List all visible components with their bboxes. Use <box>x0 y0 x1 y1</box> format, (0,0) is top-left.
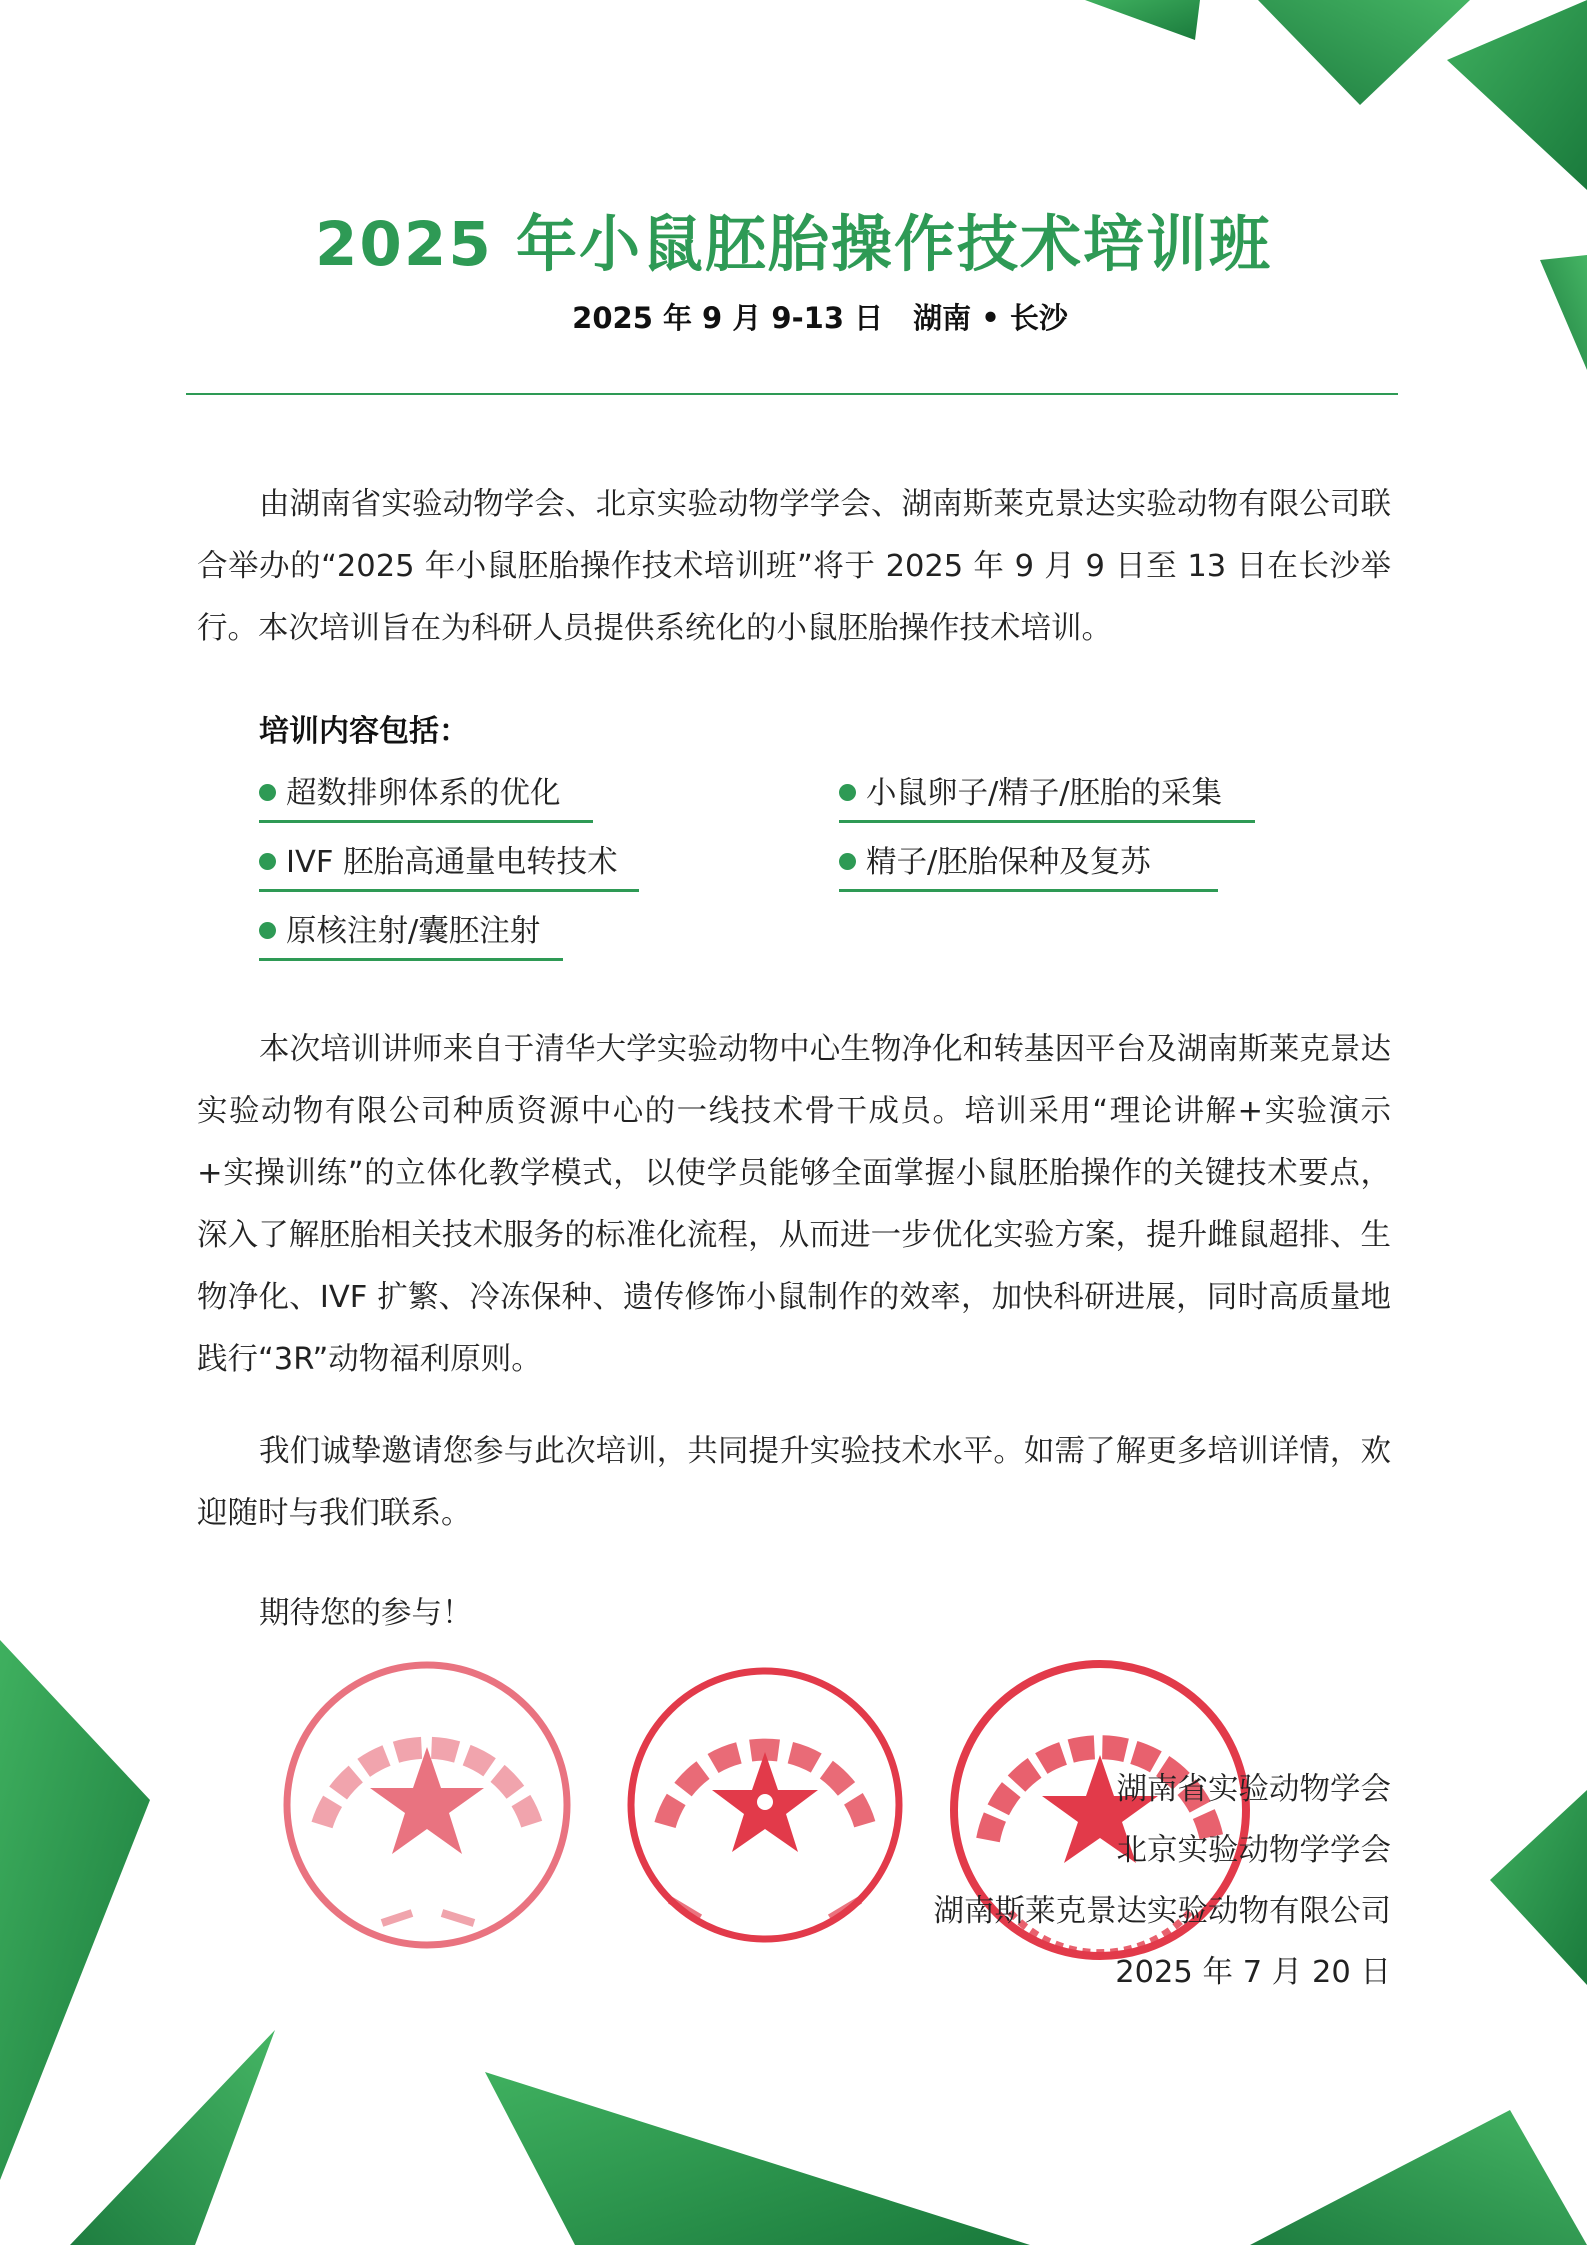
issue-date: 2025 年 7 月 20 日 <box>1115 1955 1391 1990</box>
content-item: 超数排卵体系的优化 <box>259 771 593 823</box>
triangle-bottom-2 <box>485 2072 1030 2245</box>
triangle-bottom-4 <box>1490 1790 1587 1985</box>
triangle-top-2 <box>1258 0 1470 105</box>
organizer-line: 湖南斯莱克景达实验动物有限公司 <box>933 1894 1391 1929</box>
closing-line: 期待您的参与！ <box>259 1596 473 1631</box>
content-item: 精子/胚胎保种及复苏 <box>839 840 1218 892</box>
bullet-dot-icon <box>259 922 276 939</box>
content-item: 小鼠卵子/精子/胚胎的采集 <box>839 771 1255 823</box>
bullet-dot-icon <box>259 853 276 870</box>
organizer-line: 湖南省实验动物学会 <box>1116 1772 1391 1807</box>
invitation-paragraph: 我们诚挚邀请您参与此次培训，共同提升实验技术水平。如需了解更多培训详情，欢迎随时与我们联系。 <box>197 1434 1391 1531</box>
content-item: 原核注射/囊胚注射 <box>259 909 563 961</box>
event-date-location <box>0 296 1587 337</box>
bullet-dot-icon <box>259 784 276 801</box>
triangle-bottom-3 <box>1250 2110 1587 2245</box>
event-date: 2025 年 9 月 9-13 日 <box>572 301 884 335</box>
triangle-left-bottom <box>0 1640 150 2180</box>
event-location: 湖南 • 长沙 <box>913 301 1068 335</box>
page-title: 2025 年小鼠胚胎操作技术培训班 <box>314 209 1272 280</box>
intro-paragraph: 由湖南省实验动物学会、北京实验动物学学会、湖南斯莱克景达实验动物有限公司联合举办的“2025 年小鼠胚胎操作技术培训班”将于 2025 年 9 月 9 日至 13 日在长沙举行。本次培训旨在为科研人员提供系统化的小鼠胚胎操作技术培训。 <box>197 487 1391 646</box>
triangle-bottom-1 <box>70 2030 275 2245</box>
triangle-top-3 <box>1447 0 1587 190</box>
seal-beijing-society <box>610 1660 920 1950</box>
title-divider <box>186 393 1398 395</box>
triangle-top-1 <box>1085 0 1200 40</box>
content-item: IVF 胚胎高通量电转技术 <box>259 840 639 892</box>
seal-hunan-society <box>262 1655 592 1955</box>
bullet-dot-icon <box>839 784 856 801</box>
organizer-line: 北京实验动物学学会 <box>1116 1833 1391 1868</box>
content-heading: 培训内容包括： <box>259 714 469 749</box>
teaching-paragraph: 本次培训讲师来自于清华大学实验动物中心生物净化和转基因平台及湖南斯莱克景达实验动物有限公司种质资源中心的一线技术骨干成员。培训采用“理论讲解+实验演示+实操训练”的立体化教学模式，以使学员能够全面掌握小鼠胚胎操作的关键技术要点，深入了解胚胎相关技术服务的标准化流程，从而进一步优化实验方案，提升雌鼠超排、生物净化、IVF 扩繁、冷冻保种、遗传修饰小鼠制作的效率，加快科研进展，同时高质量地践行“3R”动物福利原则。 <box>197 1032 1391 1377</box>
bullet-dot-icon <box>839 853 856 870</box>
